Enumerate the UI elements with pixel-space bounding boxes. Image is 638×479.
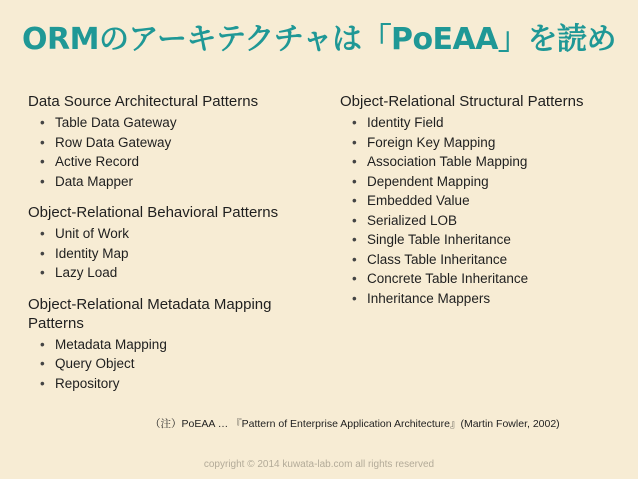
pattern-list	[28, 224, 318, 283]
list-item-label: Query Object	[55, 356, 135, 371]
bullet-icon: •	[352, 193, 357, 208]
bullet-icon: •	[40, 154, 45, 169]
list-item-label: Serialized LOB	[367, 212, 458, 228]
copyright-notice: copyright © 2014 kuwata-lab.com all rights reserved	[203, 459, 435, 470]
list-item-label: Identity Field	[367, 115, 444, 130]
pattern-list	[28, 113, 318, 191]
list-item-label: Metadata Mapping	[55, 336, 167, 352]
section-heading: Object-Relational Structural Patterns	[340, 93, 584, 110]
list-item	[40, 263, 318, 283]
list-item	[352, 250, 630, 270]
bullet-icon: •	[40, 375, 45, 391]
list-item	[352, 211, 630, 231]
list-item	[352, 113, 630, 133]
list-item	[352, 289, 630, 309]
section-structural	[340, 92, 630, 308]
right-column	[340, 92, 630, 320]
section-heading: Data Source Architectural Patterns	[28, 93, 259, 110]
list-item-label: Concrete Table Inheritance	[367, 271, 529, 286]
bullet-icon: •	[352, 232, 357, 247]
list-item-label: Single Table Inheritance	[367, 232, 511, 247]
list-item-label: Embedded Value	[367, 193, 470, 208]
section-heading: Object-Relational Behavioral Patterns	[28, 204, 279, 221]
bullet-icon: •	[352, 173, 357, 189]
list-item-label: Repository	[55, 375, 120, 391]
list-item	[352, 191, 630, 211]
list-item-label: Lazy Load	[55, 265, 118, 280]
list-item-label: Association Table Mapping	[367, 154, 528, 169]
bullet-icon: •	[352, 251, 357, 267]
section-heading: Object-Relational Metadata Mapping Patterns	[28, 295, 272, 332]
pattern-list	[340, 113, 630, 308]
list-item-label: Identity Map	[55, 245, 129, 261]
bullet-icon: •	[40, 265, 45, 280]
bullet-icon: •	[352, 134, 357, 150]
list-item	[40, 244, 318, 264]
bullet-icon: •	[352, 290, 357, 306]
list-item	[352, 269, 630, 289]
bullet-icon: •	[40, 356, 45, 371]
bullet-icon: •	[352, 154, 357, 169]
bullet-icon: •	[352, 271, 357, 286]
list-item	[40, 224, 318, 244]
list-item-label: Table Data Gateway	[55, 115, 177, 130]
list-item-label: Active Record	[55, 154, 140, 169]
list-item-label: Dependent Mapping	[367, 173, 489, 189]
list-item-label: Foreign Key Mapping	[367, 134, 496, 150]
list-item	[40, 113, 318, 133]
bullet-icon: •	[352, 212, 357, 228]
list-item	[40, 335, 318, 355]
slide-title: ORMのアーキテクチャは「PoEAA」を読め	[22, 22, 616, 57]
list-item	[352, 152, 630, 172]
list-item	[352, 230, 630, 250]
list-item	[40, 374, 318, 394]
list-item	[40, 133, 318, 153]
bullet-icon: •	[40, 336, 45, 352]
pattern-list	[28, 335, 318, 394]
footnote: （注）PoEAA … 『Pattern of Enterprise Application Architecture』(Martin Fowler, 2002)	[150, 418, 560, 430]
bullet-icon: •	[40, 245, 45, 261]
section-behavioral	[28, 203, 318, 283]
bullet-icon: •	[352, 115, 357, 130]
list-item-label: Data Mapper	[55, 173, 134, 189]
list-item-label: Unit of Work	[55, 226, 130, 241]
bullet-icon: •	[40, 173, 45, 189]
section-metadata-mapping	[28, 295, 318, 394]
list-item	[40, 354, 318, 374]
list-item-label: Inheritance Mappers	[367, 290, 491, 306]
bullet-icon: •	[40, 226, 45, 241]
left-column	[28, 92, 318, 405]
list-item	[352, 172, 630, 192]
list-item-label: Class Table Inheritance	[367, 251, 508, 267]
bullet-icon: •	[40, 134, 45, 150]
bullet-icon: •	[40, 115, 45, 130]
list-item	[40, 152, 318, 172]
section-data-source	[28, 92, 318, 191]
list-item	[352, 133, 630, 153]
list-item	[40, 172, 318, 192]
list-item-label: Row Data Gateway	[55, 134, 172, 150]
